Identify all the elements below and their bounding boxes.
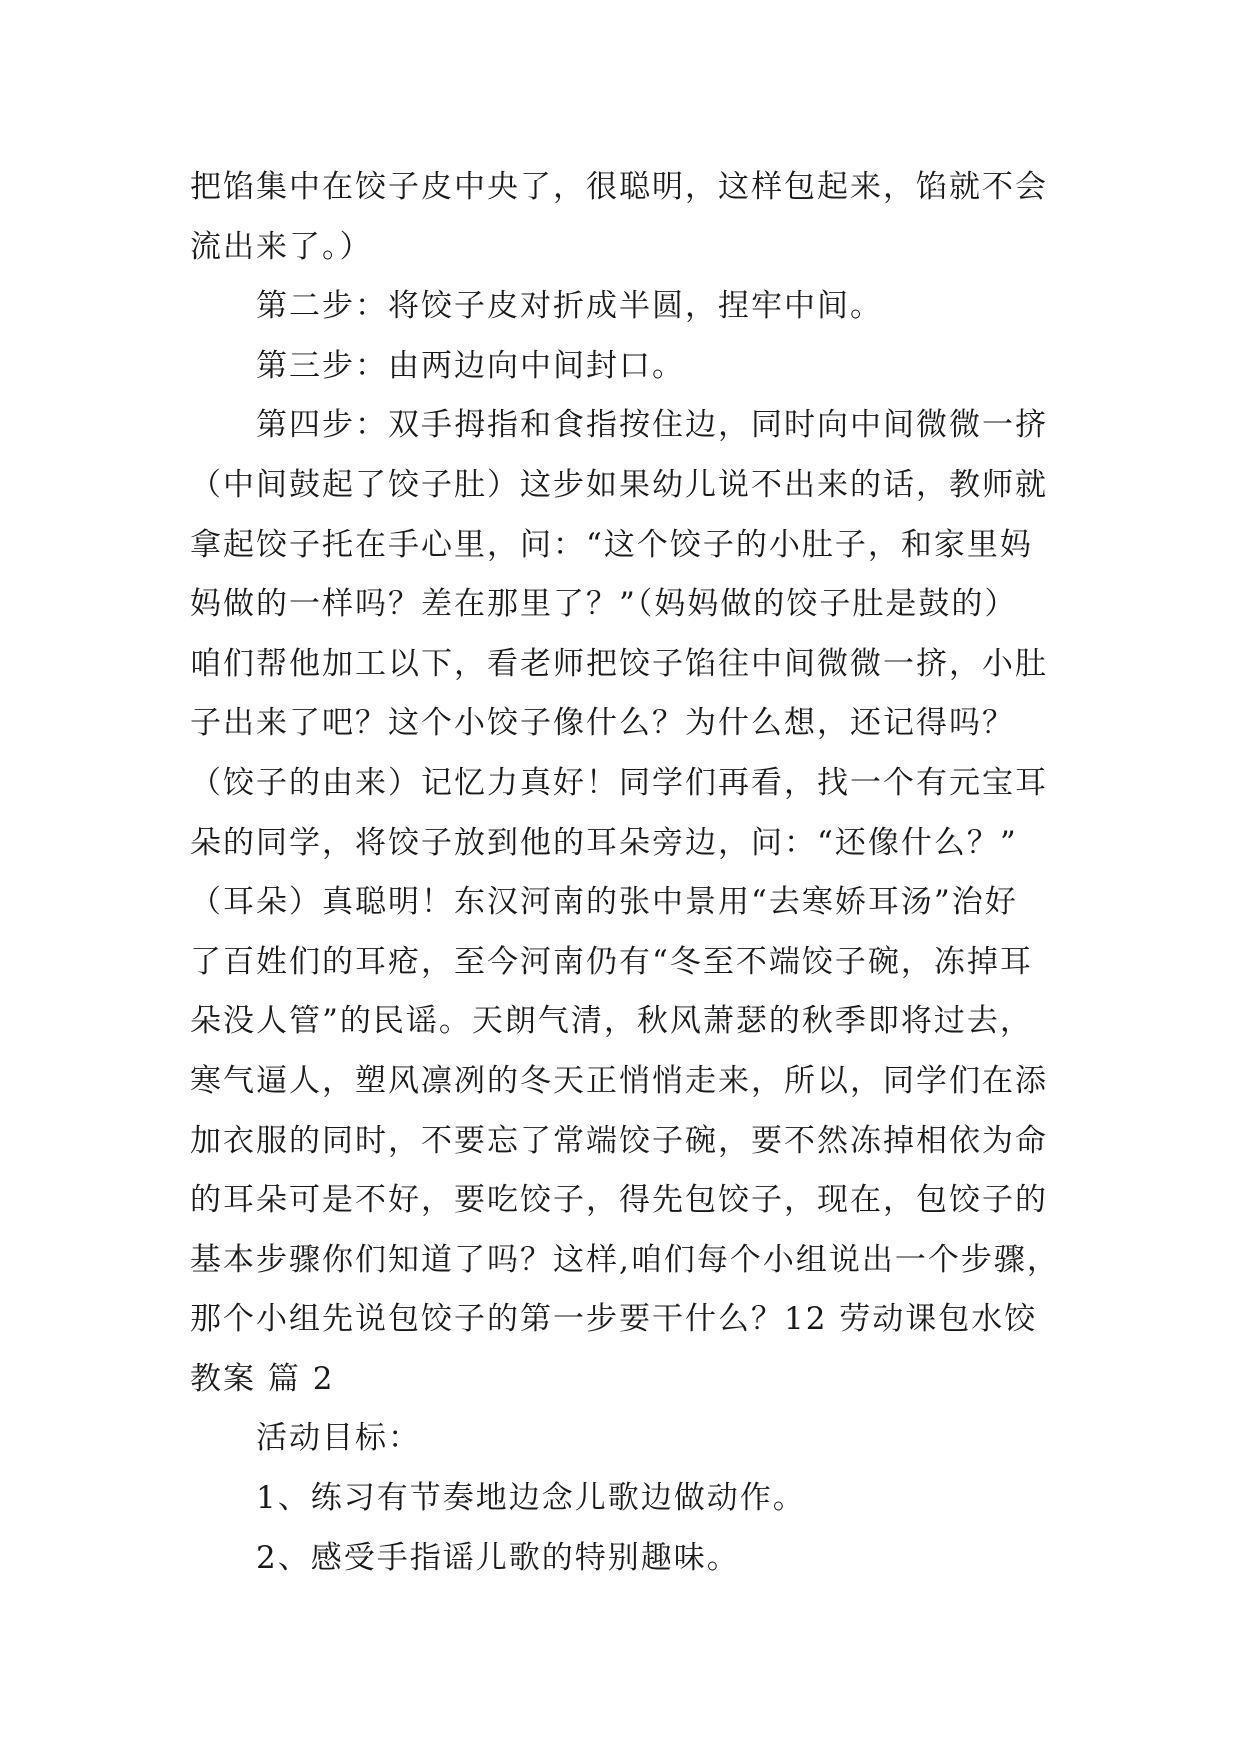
text-line: 的耳朵可是不好，要吃饺子，得先包饺子，现在，包饺子的: [190, 1182, 1048, 1219]
text-line: （饺子的由来）记忆力真好！同学们再看，找一个有元宝耳: [190, 764, 1048, 801]
text-line: 把馅集中在饺子皮中央了，很聪明，这样包起来，馅就不会: [190, 169, 1048, 205]
text-line: 朵的同学，将饺子放到他的耳朵旁边，问：“还像什么？”: [190, 824, 1018, 861]
document-body: [190, 158, 1060, 1588]
text-line: 了百姓们的耳疮，至今河南仍有“冬至不端饺子碗，冻掉耳: [190, 943, 1033, 980]
text-line: 咱们帮他加工以下，看老师把饺子馅往中间微微一挤，小肚: [190, 645, 1048, 682]
text-line: 拿起饺子托在手心里，问：“这个饺子的小肚子，和家里妈: [190, 526, 1033, 563]
text-line: 第四步：双手拇指和食指按住边，同时向中间微微一挤: [256, 407, 1048, 444]
text-line: （耳朵）真聪明！东汉河南的张中景用“去寒娇耳汤”治好: [190, 884, 1018, 921]
text-line: 流出来了。）: [190, 228, 373, 265]
text-line: 寒气逼人，塑风凛冽的冬天正悄悄走来，所以，同学们在添: [190, 1062, 1048, 1099]
text-line: 那个小组先说包饺子的第一步要干什么？12 劳动课包水饺: [190, 1301, 1038, 1338]
text-line: （中间鼓起了饺子肚）这步如果幼儿说不出来的话，教师就: [190, 466, 1048, 503]
list-item: 1、练习有节奏地边念儿歌边做动作。: [256, 1480, 806, 1517]
text-line: 妈做的一样吗？差在那里了？”（妈妈做的饺子肚是鼓的）: [190, 586, 1018, 623]
text-line: 第二步：将饺子皮对折成半圆，捏牢中间。: [256, 288, 883, 325]
subheading-activity-goals: 活动目标：: [256, 1420, 421, 1457]
list-item: 2、感受手指谣儿歌的特别趣味。: [256, 1539, 740, 1576]
text-line: 第三步：由两边向中间封口。: [256, 347, 685, 384]
text-line: 基本步骤你们知道了吗？这样,咱们每个小组说出一个步骤，: [190, 1241, 1060, 1278]
section-heading: 教案 篇 2: [190, 1360, 335, 1397]
text-line: 加衣服的同时，不要忘了常端饺子碗，要不然冻掉相依为命: [190, 1122, 1048, 1159]
text-line: 子出来了吧？这个小饺子像什么？为什么想，还记得吗？: [190, 705, 1015, 742]
text-line: 朵没人管”的民谣。天朗气清，秋风萧瑟的秋季即将过去，: [190, 1003, 1033, 1040]
